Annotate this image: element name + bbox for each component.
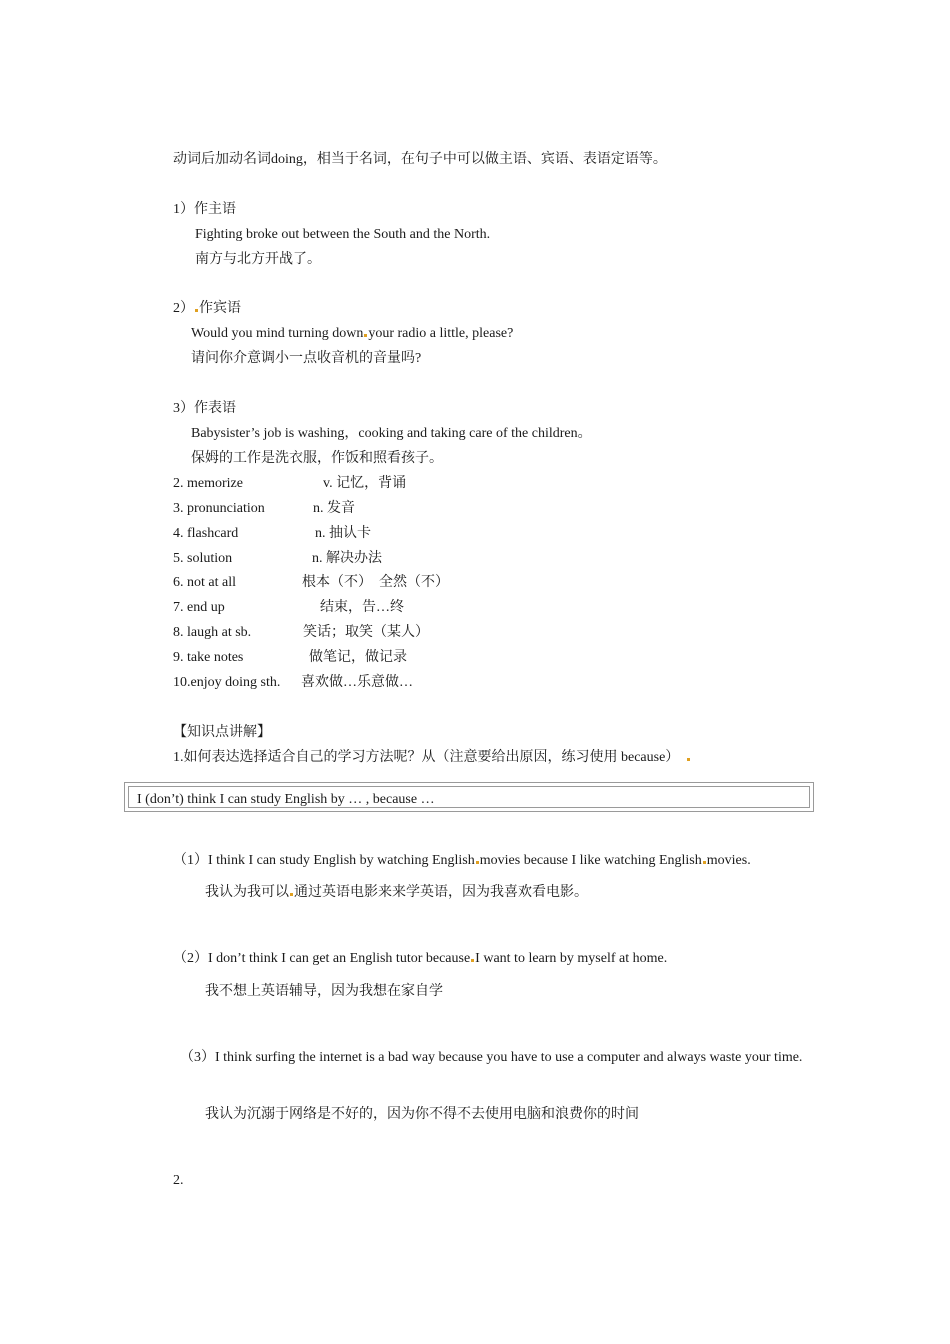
example-3-chinese: 我认为沉溺于网络是不好的，因为你不得不去使用电脑和浪费你的时间 bbox=[205, 1107, 639, 1122]
vocab-meaning: 喜欢做…乐意做… bbox=[301, 675, 413, 690]
example-2-chinese: 我不想上英语辅导，因为我想在家自学 bbox=[205, 984, 443, 999]
subject-heading: 1）作主语 bbox=[173, 202, 236, 217]
example-2-english-b: I want to learn by myself at home. bbox=[475, 951, 668, 966]
subject-example: Fighting broke out between the South and the North. bbox=[195, 227, 491, 242]
sentence-pattern-box-inner bbox=[128, 786, 810, 808]
object-heading bbox=[173, 300, 241, 318]
comment-marker-icon bbox=[290, 893, 293, 896]
vocab-word: 10.enjoy doing sth. bbox=[173, 675, 281, 690]
vocab-meaning: 笑话；取笑（某人） bbox=[303, 625, 429, 640]
comment-marker-icon bbox=[476, 861, 479, 864]
object-heading-number: 2） bbox=[173, 301, 194, 316]
vocab-meaning: n. 抽认卡 bbox=[315, 526, 371, 541]
object-example bbox=[191, 325, 513, 343]
predicative-example: Babysister’s job is washing，cooking and taking care of the children。 bbox=[191, 426, 592, 441]
sentence-pattern-box bbox=[124, 782, 814, 812]
example-2-english bbox=[173, 950, 667, 968]
comment-marker-icon bbox=[471, 959, 474, 962]
comment-marker-icon bbox=[195, 309, 198, 312]
vocab-meaning: 做笔记，做记录 bbox=[309, 650, 407, 665]
subject-translation: 南方与北方开战了。 bbox=[195, 252, 321, 267]
vocab-meaning: 根本（不） 全然（不） bbox=[302, 575, 449, 590]
example-1-chinese-b: 通过英语电影来来学英语，因为我喜欢看电影。 bbox=[294, 885, 588, 900]
comment-marker-icon bbox=[703, 861, 706, 864]
example-1-english bbox=[173, 852, 751, 870]
question-1-text: 1.如何表达选择适合自己的学习方法呢？从（注意要给出原因，练习使用 because） bbox=[173, 750, 680, 765]
example-2-english-a: （2）I don’t think I can get an English tutor because bbox=[173, 951, 471, 966]
vocab-meaning: n. 解决办法 bbox=[312, 551, 382, 566]
question-1 bbox=[173, 749, 691, 767]
vocab-word: 2. memorize bbox=[173, 476, 243, 491]
question-2: 2. bbox=[173, 1173, 184, 1188]
vocab-word: 6. not at all bbox=[173, 575, 236, 590]
knowledge-heading: 【知识点讲解】 bbox=[173, 725, 271, 740]
vocab-word: 3. pronunciation bbox=[173, 501, 265, 516]
vocab-word: 9. take notes bbox=[173, 650, 244, 665]
vocab-meaning: v. 记忆，背诵 bbox=[323, 476, 407, 491]
predicative-heading: 3）作表语 bbox=[173, 401, 236, 416]
intro-text: 动词后加动名词doing，相当于名词，在句子中可以做主语、宾语、表语定语等。 bbox=[173, 152, 667, 167]
example-3-english: （3）I think surfing the internet is a bad way because you have to use a computer and always waste your time. bbox=[180, 1050, 803, 1065]
object-heading-label: 作宾语 bbox=[199, 301, 241, 316]
example-1-chinese bbox=[205, 884, 588, 902]
object-translation: 请问你介意调小一点收音机的音量吗? bbox=[191, 351, 422, 366]
vocab-meaning: 结束，告…终 bbox=[320, 600, 404, 615]
vocab-word: 7. end up bbox=[173, 600, 225, 615]
comment-marker-icon bbox=[687, 758, 690, 761]
predicative-translation: 保姆的工作是洗衣服，作饭和照看孩子。 bbox=[191, 451, 443, 466]
example-1-chinese-a: 我认为我可以 bbox=[205, 885, 289, 900]
object-example-part-b: your radio a little, please? bbox=[368, 326, 514, 341]
vocab-word: 8. laugh at sb. bbox=[173, 625, 252, 640]
sentence-pattern: I (don’t) think I can study English by … , because … bbox=[137, 792, 435, 807]
vocab-word: 5. solution bbox=[173, 551, 233, 566]
example-1-english-b: movies because I like watching English bbox=[479, 853, 702, 868]
example-1-english-a: （1）I think I can study English by watching English bbox=[173, 853, 475, 868]
object-example-part-a: Would you mind turning down bbox=[191, 326, 364, 341]
comment-marker-icon bbox=[364, 334, 367, 337]
vocab-meaning: n. 发音 bbox=[313, 501, 355, 516]
example-1-english-c: movies. bbox=[706, 853, 751, 868]
vocab-word: 4. flashcard bbox=[173, 526, 239, 541]
